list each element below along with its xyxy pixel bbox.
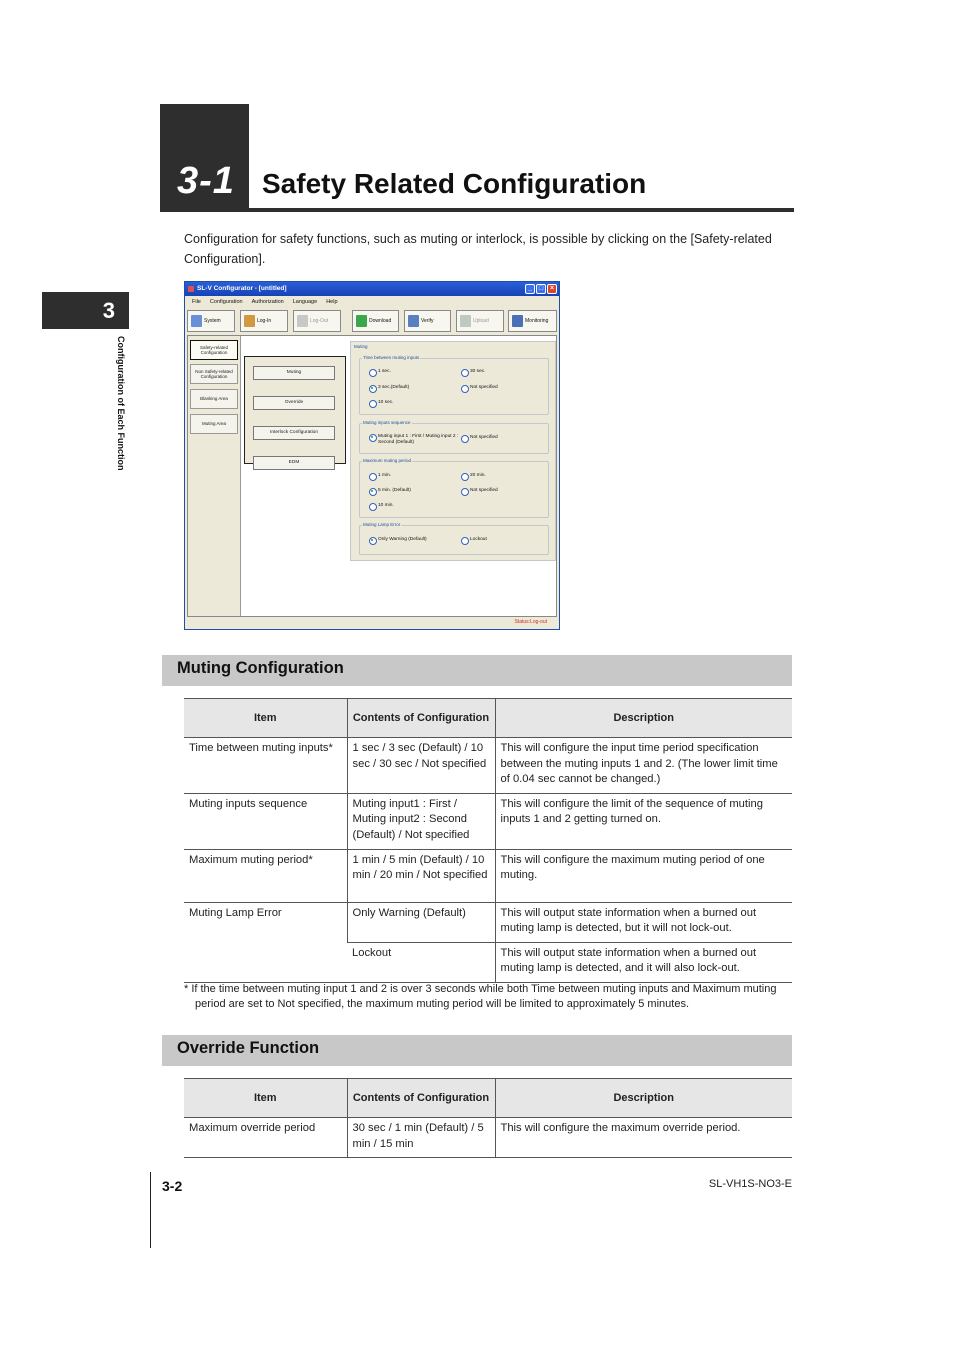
chapter-title: Safety Related Configuration bbox=[262, 168, 647, 199]
row-contents: Muting input1 : First / Muting input2 : Second (Default) / Not specified bbox=[347, 793, 495, 849]
window-titlebar bbox=[185, 282, 559, 296]
system-icon bbox=[191, 315, 202, 327]
period-option-not-specified[interactable]: Not specified bbox=[461, 488, 498, 494]
row-contents: 30 sec / 1 min (Default) / 5 min / 15 min bbox=[347, 1118, 495, 1158]
side-chapter-tab: 3 bbox=[42, 292, 129, 329]
table-row bbox=[184, 738, 792, 794]
row-contents: Only Warning (Default) bbox=[347, 902, 495, 942]
system-button[interactable] bbox=[187, 310, 235, 332]
footnote: * If the time between muting input 1 and 2 is over 3 seconds while both Time between muting inputs and Maximum muting period are set to Not specified, the maximum muting period will be limited to approximately 5 minutes. bbox=[184, 983, 777, 1010]
row-item: Maximum muting period* bbox=[184, 849, 347, 902]
chapter-title-rule bbox=[160, 208, 794, 212]
header-item: Item bbox=[184, 699, 347, 738]
login-button-label: Log-In bbox=[257, 318, 272, 324]
logout-button[interactable] bbox=[293, 310, 341, 332]
period-option-5-min[interactable]: 5 min. (Default) bbox=[369, 488, 411, 494]
header-description: Description bbox=[495, 699, 792, 738]
row-item: Maximum override period bbox=[184, 1118, 347, 1158]
override-function-heading bbox=[162, 1035, 792, 1066]
blanking-area-button[interactable]: Blanking Area bbox=[190, 389, 238, 409]
document-code: SL-VH1S-NO3-E bbox=[708, 1178, 792, 1190]
upload-icon bbox=[460, 315, 471, 327]
muting-configuration-heading bbox=[162, 655, 792, 686]
muting-function-button[interactable]: Muting bbox=[253, 366, 335, 380]
download-icon bbox=[356, 315, 367, 327]
menu-language[interactable]: Language bbox=[292, 298, 318, 305]
table-row bbox=[184, 1118, 792, 1158]
page-number: 3-2 bbox=[162, 1178, 183, 1194]
time-option-not-specified[interactable]: Not specified bbox=[461, 385, 498, 391]
interlock-configuration-button[interactable]: Interlock Configuration bbox=[253, 426, 335, 440]
time-option-1-sec[interactable]: 1 sec. bbox=[369, 369, 391, 375]
max-muting-period-group bbox=[359, 458, 549, 518]
table-row bbox=[184, 902, 792, 942]
function-list bbox=[244, 356, 346, 464]
login-icon bbox=[244, 315, 255, 327]
verify-icon bbox=[408, 315, 419, 327]
lamp-group-title: Muting Lamp Error bbox=[363, 522, 401, 527]
row-description: This will configure the maximum override period. bbox=[495, 1118, 792, 1158]
logout-icon bbox=[297, 315, 308, 327]
muting-configuration-title: Muting Configuration bbox=[177, 659, 344, 677]
row-description: This will configure the limit of the sequence of muting inputs 1 and 2 getting turned on. bbox=[495, 793, 792, 849]
header-contents: Contents of Configuration bbox=[347, 699, 495, 738]
menu-file[interactable]: File bbox=[192, 298, 201, 305]
sequence-option-not-specified[interactable]: Not specified bbox=[461, 435, 498, 441]
muting-area-button[interactable]: Muting Area bbox=[190, 414, 238, 434]
chapter-number: 3-1 bbox=[177, 160, 235, 202]
override-function-title: Override Function bbox=[177, 1039, 320, 1057]
row-item: Muting inputs sequence bbox=[184, 793, 347, 849]
status-bar: Status:Log-out bbox=[514, 619, 547, 625]
download-button[interactable] bbox=[352, 310, 399, 332]
time-option-3-sec[interactable]: 3 sec.(Default) bbox=[369, 385, 409, 391]
non-safety-related-configuration-button[interactable]: Non Safety-related Configuration bbox=[190, 364, 238, 384]
row-contents: 1 min / 5 min (Default) / 10 min / 20 min / Not specified bbox=[347, 849, 495, 902]
row-item: Time between muting inputs* bbox=[184, 738, 347, 794]
window-body bbox=[187, 335, 557, 617]
row-description: This will configure the maximum muting period of one muting. bbox=[495, 849, 792, 902]
window-title: SL-V Configurator - [untitled] bbox=[197, 285, 287, 292]
sequence-option-ordered[interactable]: Muting input 1 : First / Muting input 2 : Second (Default) bbox=[369, 434, 459, 446]
row-item: Muting Lamp Error bbox=[184, 902, 347, 982]
time-group-title: Time between muting inputs bbox=[363, 355, 420, 360]
safety-related-configuration-button[interactable]: Safety-related Configuration bbox=[190, 340, 238, 360]
row-contents: 1 sec / 3 sec (Default) / 10 sec / 30 sec / Not specified bbox=[347, 738, 495, 794]
menu-help[interactable]: Help bbox=[326, 298, 338, 305]
muting-sequence-group bbox=[359, 420, 549, 454]
row-description: This will output state information when a burned out muting lamp is detected, and it will also lock-out. bbox=[495, 942, 792, 982]
monitoring-button[interactable] bbox=[508, 310, 557, 332]
login-button[interactable] bbox=[240, 310, 288, 332]
download-button-label: Download bbox=[369, 318, 392, 324]
toolbar bbox=[187, 310, 557, 332]
side-chapter-label bbox=[114, 336, 128, 496]
lamp-option-lockout[interactable]: Lockout bbox=[461, 537, 487, 543]
time-option-10-sec[interactable]: 10 sec. bbox=[369, 400, 393, 406]
table-header-row bbox=[184, 699, 792, 738]
menu-configuration[interactable]: Configuration bbox=[209, 298, 243, 305]
side-chapter-label-text: Configuration of Each Function bbox=[116, 336, 126, 471]
period-option-1-min[interactable]: 1 min. bbox=[369, 473, 391, 479]
intro-paragraph: Configuration for safety functions, such as muting or interlock, is possible by clicking on the [Safety-related Configuration]. bbox=[184, 232, 772, 266]
time-between-inputs-group bbox=[359, 355, 549, 415]
lamp-option-only-warning[interactable]: Only Warning (Default) bbox=[369, 537, 427, 543]
edm-button[interactable]: EDM bbox=[253, 456, 335, 470]
minimize-icon[interactable]: _ bbox=[525, 284, 535, 294]
table-row bbox=[184, 849, 792, 902]
maximize-icon[interactable]: □ bbox=[536, 284, 546, 294]
logout-button-label: Log-Out bbox=[310, 318, 329, 324]
override-function-button[interactable]: Override bbox=[253, 396, 335, 410]
header-description: Description bbox=[495, 1079, 792, 1118]
header-contents: Contents of Configuration bbox=[347, 1079, 495, 1118]
close-icon[interactable]: × bbox=[547, 284, 557, 294]
category-pane bbox=[188, 336, 241, 616]
muting-configuration-table bbox=[184, 698, 792, 983]
upload-button-label: Upload bbox=[473, 318, 489, 324]
app-icon bbox=[188, 286, 194, 292]
upload-button[interactable] bbox=[456, 310, 504, 332]
table-row bbox=[184, 793, 792, 849]
muting-lamp-error-group bbox=[359, 522, 549, 555]
period-option-10-min[interactable]: 10 min. bbox=[369, 503, 394, 509]
monitoring-button-label: Monitoring bbox=[525, 318, 549, 324]
sequence-group-title: Muting inputs sequence bbox=[363, 420, 411, 425]
period-group-title: Maximum muting period bbox=[363, 458, 412, 463]
row-description: This will output state information when a burned out muting lamp is detected, but it will not lock-out. bbox=[495, 902, 792, 942]
footer-rule bbox=[150, 1172, 151, 1248]
table-header-row bbox=[184, 1079, 792, 1118]
period-option-20-min[interactable]: 20 min. bbox=[461, 473, 486, 479]
muting-settings-panel bbox=[350, 341, 556, 561]
verify-button[interactable] bbox=[404, 310, 451, 332]
menu-authorization[interactable]: Authorization bbox=[251, 298, 284, 305]
configurator-window-screenshot bbox=[184, 281, 560, 630]
override-function-table bbox=[184, 1078, 792, 1158]
row-description: This will configure the input time period specification between the muting inputs 1 and 2. (The lower limit time of 0.04 sec cannot be changed.) bbox=[495, 738, 792, 794]
time-option-30-sec[interactable]: 30 sec. bbox=[461, 369, 485, 375]
monitoring-icon bbox=[512, 315, 523, 327]
menu-bar bbox=[185, 296, 559, 307]
header-item: Item bbox=[184, 1079, 347, 1118]
muting-panel-title: Muting bbox=[354, 344, 368, 349]
verify-button-label: Verify bbox=[421, 318, 434, 324]
row-contents: Lockout bbox=[347, 942, 495, 982]
system-button-label: System bbox=[204, 318, 221, 324]
